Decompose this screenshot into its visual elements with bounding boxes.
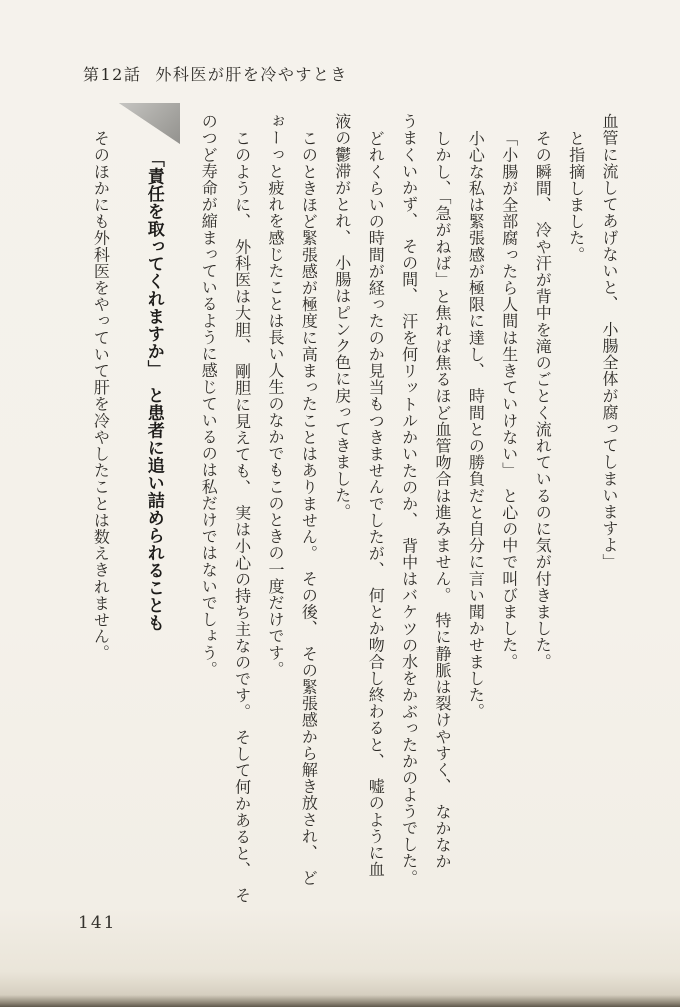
body-text-line: このときほど緊張感が極度に高まったことはありません。 その後、 その緊張感から解き放され、 ど [299, 130, 319, 887]
body-text-line: どれくらいの時間が経ったのか見当もつきませんでしたが、 何とか吻合し終わると、 嘘のように血 [366, 130, 386, 878]
chapter-number-label: 第12話 [83, 65, 142, 84]
body-text-line: そのほかにも外科医をやっていて肝を冷やしたことは数えきれません。 [91, 130, 111, 662]
body-text-line: 「小腸が全部腐ったら人間は生きていけない」 と心の中で叫びました。 [499, 130, 519, 670]
section-heading: 「責任を取ってくれますか」 と患者に追い詰められることも [143, 150, 164, 632]
body-text-line: このように、 外科医は大胆、 剛胆に見えても、 実は小心の持ち主なのです。 そして何かあると、 そ [232, 130, 252, 904]
body-text-line: 血管に流してあげないと、 小腸全体が腐ってしまいますよ」 [600, 113, 619, 570]
body-text-line: 液の鬱滞がとれ、 小腸はピンク色に戻ってきました。 [332, 113, 352, 520]
body-text-line: うまくいかず、 その間、 汗を何リットルかいたのか、 背中はバケツの水をかぶったかのようでした。 [399, 113, 419, 886]
corner-triangle-icon [119, 103, 180, 144]
page-number: 141 [78, 913, 117, 933]
chapter-title: 外科医が肝を冷やすとき [155, 65, 348, 84]
body-text-line: その瞬間、 冷や汗が背中を滝のごとく流れているのに気が付きました。 [533, 130, 553, 670]
body-text-line: ぉーっと疲れを感じたことは長い人生のなかでもこのときの一度だけです。 [266, 113, 285, 678]
body-text-line: 小心な私は緊張感が極限に達し、 時間との勝負だと自分に言い聞かせました。 [466, 130, 486, 720]
body-text-line: と指摘しました。 [566, 130, 586, 263]
body-text-line: しかし、「急がねば」と焦れば焦るほど血管吻合は進みません。 特に静脈は裂けやすく、 なかなか [433, 130, 452, 870]
body-text-line: のつど寿命が縮まっているように感じているのは私だけではないでしょう。 [199, 113, 219, 678]
